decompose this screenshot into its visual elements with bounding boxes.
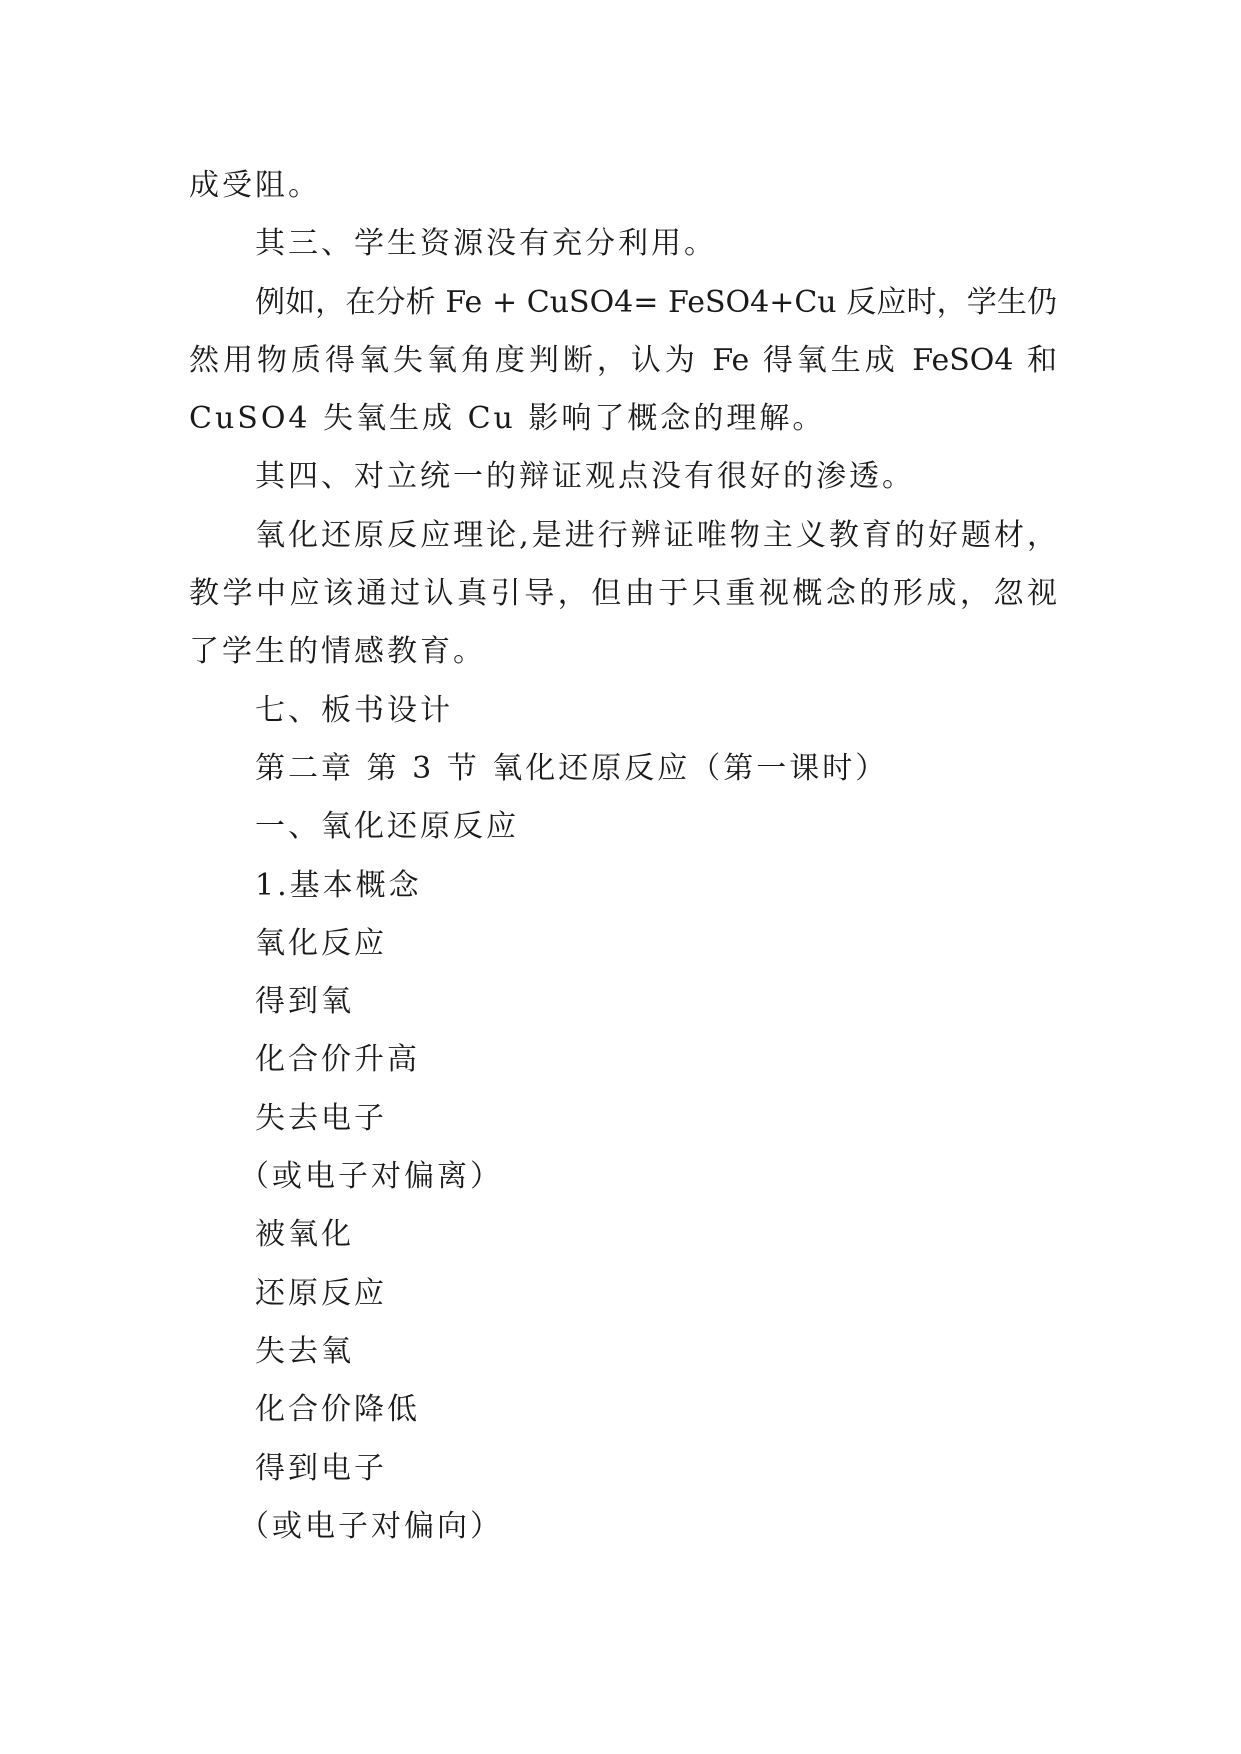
text-line: 其四、对立统一的辩证观点没有很好的渗透。: [255, 459, 915, 495]
board-item: （或电子对偏向）: [239, 1508, 503, 1544]
board-item: 得到氧: [255, 984, 354, 1020]
board-item: 化合价降低: [255, 1392, 420, 1428]
text-line: 其三、学生资源没有充分利用。: [255, 226, 717, 262]
text-line: 成受阻。: [189, 168, 321, 203]
text-line: 例如，在分析 Fe + CuSO4= FeSO4+Cu 反应时，学生仍: [255, 284, 1057, 320]
text-line: CuSO4 失氧生成 Cu 影响了概念的理解。: [189, 401, 826, 437]
text-line: 然用物质得氧失氧角度判断，认为 Fe 得氧生成 FeSO4 和: [189, 342, 1057, 378]
board-title: 第二章 第 3 节 氧化还原反应（第一课时）: [255, 750, 889, 786]
board-item: 得到电子: [255, 1450, 387, 1486]
document-body: [189, 157, 1057, 1556]
board-subheading: 1.基本概念: [255, 867, 422, 903]
section-heading: 七、板书设计: [255, 692, 453, 728]
board-item: 失去电子: [255, 1100, 387, 1136]
board-item: 被氧化: [255, 1217, 354, 1253]
text-line: 教学中应该通过认真引导，但由于只重视概念的形成，忽视: [189, 576, 1057, 612]
board-item: 氧化反应: [255, 925, 387, 961]
text-line: 了学生的情感教育。: [189, 634, 486, 670]
board-item: 失去氧: [255, 1333, 354, 1369]
board-heading: 一、氧化还原反应: [255, 809, 519, 845]
text-line: 氧化还原反应理论,是进行辨证唯物主义教育的好题材，: [255, 517, 1057, 553]
board-item: 还原反应: [255, 1275, 387, 1311]
board-item: （或电子对偏离）: [239, 1159, 503, 1195]
board-item: 化合价升高: [255, 1042, 420, 1078]
